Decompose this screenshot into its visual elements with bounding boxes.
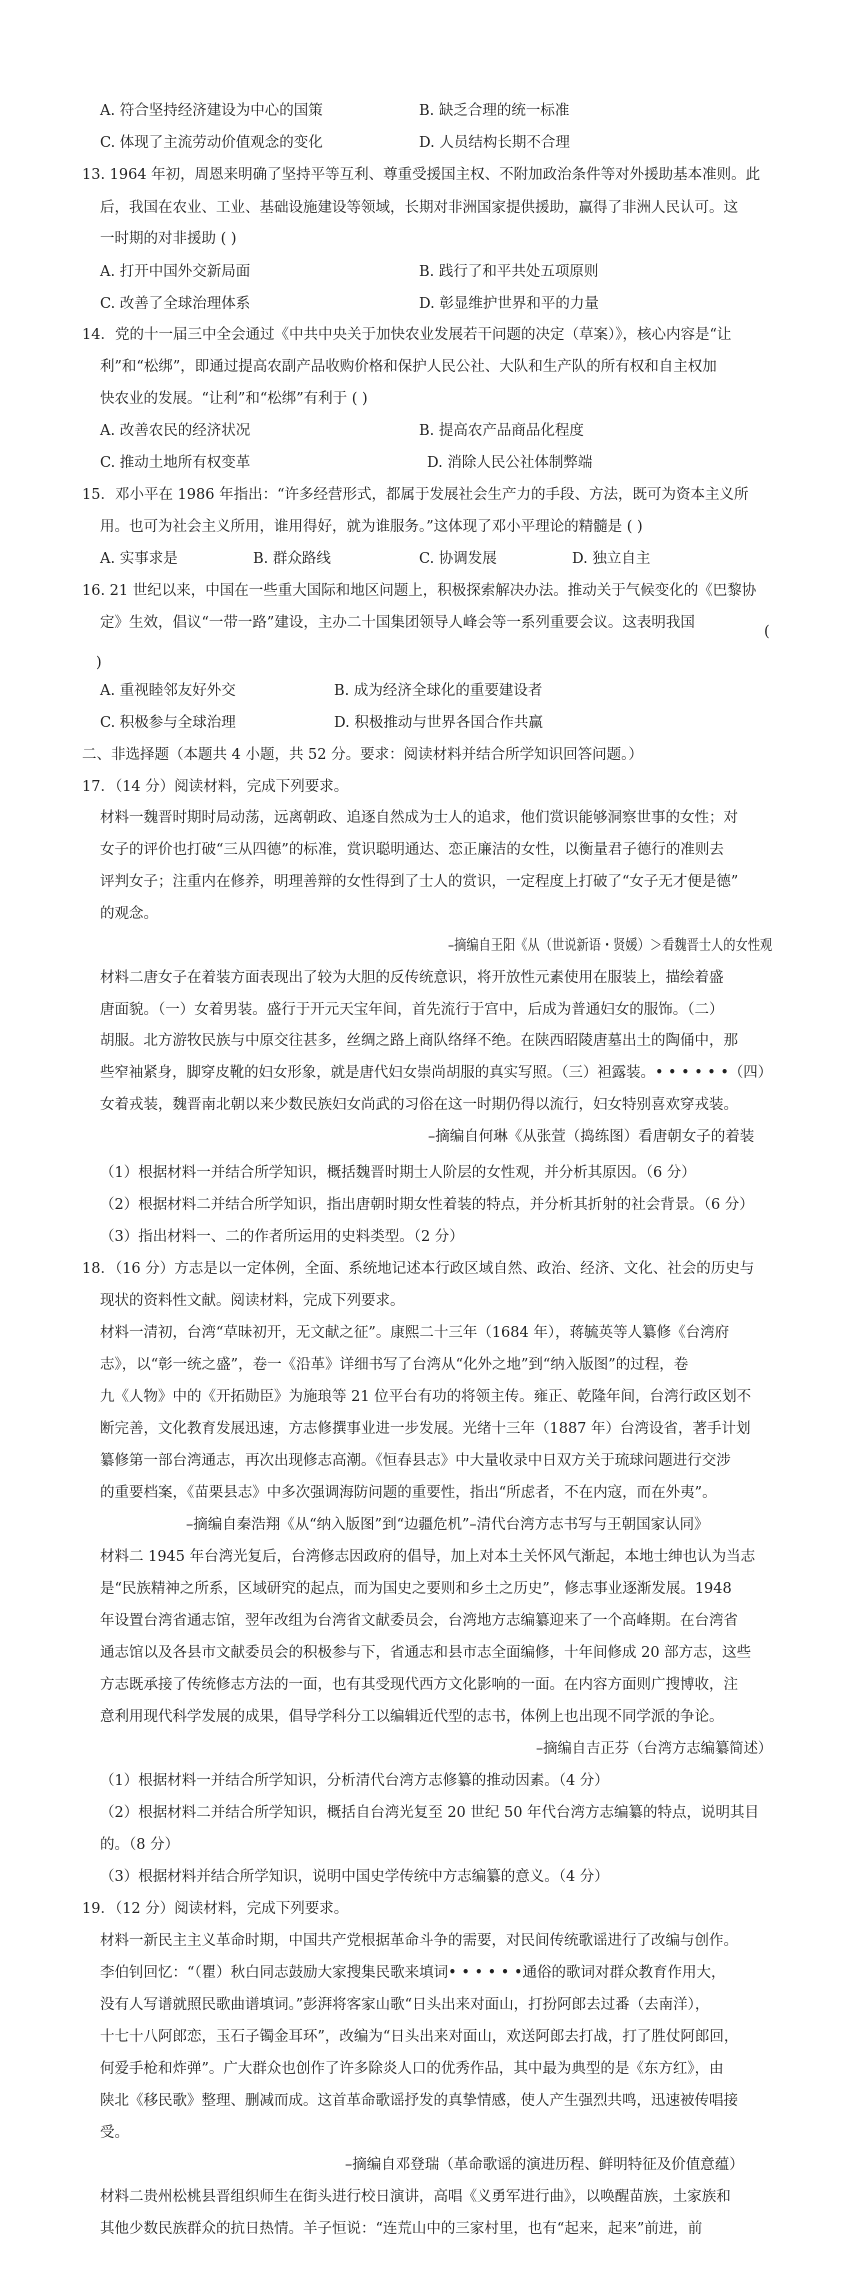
q17-m2-line-3: 胡服。北方游牧民族与中原交往甚多，丝绸之路上商队络绎不绝。在陕西昭陵唐墓出土的陶俑中，那 [100,1033,738,1049]
q17-question-1: （1）根据材料一并结合所学知识，概括魏晋时期士人阶层的女性观，并分析其原因。（6 分） [100,1165,696,1181]
q17-m2-line-5: 女着戎装，魏晋南北朝以来少数民族妇女尚武的习俗在这一时期仍得以流行，妇女特别喜欢穿戎装。 [100,1097,738,1113]
q16-option-d: D. 积极推动与世界各国合作共赢 [334,715,543,731]
q12-option-c: C. 体现了主流劳动价值观念的变化 [100,135,323,151]
q18-m1-line-3: 九《人物》中的《开拓勋臣》为施琅等 21 位平台有功的将领主传。雍正、乾隆年间，台湾行政区划不 [100,1389,752,1405]
q12-option-b: B. 缺乏合理的统一标准 [419,103,570,119]
q19-m1-line-7: 受。 [100,2125,129,2141]
q14-option-a: A. 改善农民的经济状况 [100,423,251,439]
q13-line-2: 后，我国在农业、工业、基础设施建设等领域，长期对非洲国家提供援助，赢得了非洲人民认可。这 [100,200,738,216]
q18-question-2-cont: 的。（8 分） [100,1837,180,1853]
q19-header: 19．（12 分）阅读材料，完成下列要求。 [82,1901,349,1917]
q17-question-3: （3）指出材料一、二的作者所运用的史料类型。（2 分） [100,1229,464,1245]
q13-option-b: B. 践行了和平共处五项原则 [419,264,599,280]
q14-line-2: 利”和“松绑”，即通过提高农副产品收购价格和保护人民公社、大队和生产队的所有权和自主权加 [100,359,717,375]
q18-m2-line-6: 意利用现代科学发展的成果，倡导学科分工以编辑近代型的志书，体例上也出现不同学派的争论。 [100,1709,724,1725]
q19-m2-line-1: 材料二贵州松桃县晋组织师生在街头进行校日演讲，高唱《义勇军进行曲》，以唤醒苗族，土家族和 [100,2189,731,2205]
q15-line-1: 15．邓小平在 1986 年指出：“许多经营形式，都属于发展社会生产力的手段、方法，既可为资本主义所 [82,487,749,503]
q15-option-c: C. 协调发展 [419,551,497,567]
q17-m1-line-4: 的观念。 [100,906,158,922]
q16-line-2: 定》生效，倡议“一带一路”建设，主办二十国集团领导人峰会等一系列重要会议。这表明我国 [100,615,695,631]
q14-line-1: 14．党的十一届三中全会通过《中共中央关于加快农业发展若干问题的决定（草案）》，核心内容是“让 [82,327,732,343]
q19-m1-line-6: 陕北《移民歌》整理、删减而成。这首革命歌谣抒发的真挚情感，使人产生强烈共鸣，迅速被传唱接 [100,2093,738,2109]
q18-m1-line-4: 断完善，文化教育发展迅速，方志修撰事业进一步发展。光绪十三年（1887 年）台湾设省，著手计划 [100,1421,751,1437]
section-2-heading: 二、非选择题（本题共 4 小题，共 52 分。要求：阅读材料并结合所学知识回答问题。） [82,747,643,763]
q18-m2-line-3: 年设置台湾省通志馆，翌年改组为台湾省文献委员会，台湾地方志编纂迎来了一个高峰期。在台湾省 [100,1613,738,1629]
q17-m1-line-3: 评判女子；注重内在修养，明理善辩的女性得到了士人的赏识，一定程度上打破了“女子无才便是德” [100,874,739,890]
q16-paren-close: ) [96,655,102,671]
q18-m1-line-5: 纂修第一部台湾通志，再次出现修志高潮。《恒春县志》中大量收录中日双方关于琉球问题进行交涉 [100,1453,731,1469]
q12-option-d: D. 人员结构长期不合理 [419,135,570,151]
q18-m2-source: –摘编自吉正芬（台湾方志编纂简述） [536,1741,773,1757]
q18-m2-line-4: 通志馆以及各县市文献委员会的积极参与下，省通志和县市志全面编修，十年间修成 20 部方志，这些 [100,1645,752,1661]
q17-m1-line-2: 女子的评价也打破“三从四德”的标准，赏识聪明通达、恋正廉洁的女性，以衡量君子德行的准则去 [100,842,724,858]
q18-line-2: 现状的资料性文献。阅读材料，完成下列要求。 [100,1293,405,1309]
q17-m2-line-1: 材料二唐女子在着装方面表现出了较为大胆的反传统意识，将开放性元素使用在服装上，描绘着盛 [100,970,724,986]
q16-option-a: A. 重视睦邻友好外交 [100,683,236,699]
q19-m1-source: –摘编自邓登瑞（革命歌谣的演进历程、鲜明特征及价值意蕴） [345,2157,744,2173]
q13-option-c: C. 改善了全球治理体系 [100,296,251,312]
q17-m2-line-2: 唐面貌。（一）女着男装。盛行于开元天宝年间，首先流行于宫中，后成为普通妇女的服饰。（二） [100,1002,724,1018]
q13-line-3: 一时期的对非援助 ( ) [100,231,237,247]
q15-line-2: 用。也可为社会主义所用，谁用得好，就为谁服务。”这体现了邓小平理论的精髓是 ( ) [100,519,643,535]
q17-m1-line-1: 材料一魏晋时期时局动荡，远离朝政、追逐自然成为士人的追求，他们赏识能够洞察世事的女性；对 [100,810,738,826]
q18-m2-line-1: 材料二 1945 年台湾光复后，台湾修志因政府的倡导，加上对本土关怀风气渐起，本地士绅也认为当志 [100,1549,756,1565]
q14-option-b: B. 提高农产品商品化程度 [419,423,584,439]
q19-m2-line-2: 其他少数民族群众的抗日热情。羊子恒说：“连荒山中的三家村里，也有“起来，起来”前进，前 [100,2221,703,2237]
q18-m1-line-6: 的重要档案，《苗栗县志》中多次强调海防问题的重要性，指出“所虑者，不在内寇，而在外夷”。 [100,1485,717,1501]
q15-option-d: D. 独立自主 [572,551,651,567]
q16-option-c: C. 积极参与全球治理 [100,715,236,731]
q13-option-a: A. 打开中国外交新局面 [100,264,251,280]
q14-option-d: D. 消除人民公社体制弊端 [427,455,593,471]
q17-m1-source: –摘编自王阳《从（世说新语・贤媛）＞看魏晋士人的女性观 [448,938,773,954]
q19-m1-line-4: 十七十八阿郎恋，玉石子镯金耳环”，改编为“日头出来对面山，欢送阿郎去打战，打了胜仗阿郎回， [100,2029,739,2045]
q15-option-a: A. 实事求是 [100,551,178,567]
q16-option-b: B. 成为经济全球化的重要建设者 [334,683,543,699]
q12-option-a: A. 符合坚持经济建设为中心的国策 [100,103,323,119]
q14-line-3: 快农业的发展。“让利”和“松绑”有利于 ( ) [100,391,368,407]
q16-paren-open: ( [764,624,770,640]
q19-m1-line-5: 何爱手枪和炸弹”。广大群众也创作了许多除炎人口的优秀作品，其中最为典型的是《东方红》，由 [100,2061,724,2077]
q18-question-3: （3）根据材料并结合所学知识，说明中国史学传统中方志编纂的意义。（4 分） [100,1869,609,1885]
q19-m1-line-2: 李伯钊回忆：“（瞿）秋白同志鼓励大家搜集民歌来填词• • • • • •通俗的歌词对群众教育作用大， [100,1965,726,1981]
q17-question-2: （2）根据材料二并结合所学知识，指出唐朝时期女性着装的特点，并分析其折射的社会背景。（6 分） [100,1197,754,1213]
q18-m2-line-5: 方志既承接了传统修志方法的一面，也有其受现代西方文化影响的一面。在内容方面则广搜博收，注 [100,1677,738,1693]
q16-line-1: 16. 21 世纪以来，中国在一些重大国际和地区问题上，积极探索解决办法。推动关于气候变化的《巴黎协 [82,583,757,599]
q18-line-1: 18．（16 分）方志是以一定体例，全面、系统地记述本行政区域自然、政治、经济、文化、社会的历史与 [82,1261,755,1277]
q17-header: 17．（14 分）阅读材料，完成下列要求。 [82,779,349,795]
q18-m1-source: –摘编自秦浩翔《从“纳入版图”到“边疆危机”–清代台湾方志书写与王朝国家认同》 [186,1517,709,1533]
q18-m1-line-1: 材料一清初，台湾“草昧初开，无文献之征”。康熙二十三年（1684 年），蒋毓英等人纂修《台湾府 [100,1325,730,1341]
q15-option-b: B. 群众路线 [253,551,331,567]
q19-m1-line-1: 材料一新民主主义革命时期，中国共产党根据革命斗争的需要，对民间传统歌谣进行了改编与创作。 [100,1933,738,1949]
q17-m2-line-4: 些窄袖紧身，脚穿皮靴的妇女形象，就是唐代妇女崇尚胡服的真实写照。（三）袒露装。• • • • • •（四） [100,1065,773,1081]
q17-m2-source: –摘编自何琳《从张萱（捣练图）看唐朝女子的着装 [428,1129,755,1145]
q18-m2-line-2: 是“民族精神之所系，区域研究的起点，而为国史之要则和乡土之历史”，修志事业逐渐发展。1948 [100,1581,732,1597]
q18-m1-line-2: 志》，以“彰一统之盛”，卷一《沿革》详细书写了台湾从“化外之地”到“纳入版图”的过程，卷 [100,1357,689,1373]
q13-line-1: 13. 1964 年初，周恩来明确了坚持平等互利、尊重受援国主权、不附加政治条件等对外援助基本准则。此 [82,167,761,183]
q19-m1-line-3: 没有人写谱就照民歌曲谱填词。”彭湃将客家山歌“日头出来对面山，打扮阿郎去过番（去南洋）， [100,1997,710,2013]
q18-question-2: （2）根据材料二并结合所学知识，概括自台湾光复至 20 世纪 50 年代台湾方志编纂的特点，说明其目 [100,1805,760,1821]
q13-option-d: D. 彰显维护世界和平的力量 [419,296,599,312]
q14-option-c: C. 推动土地所有权变革 [100,455,251,471]
q18-question-1: （1）根据材料一并结合所学知识，分析清代台湾方志修纂的推动因素。（4 分） [100,1773,609,1789]
